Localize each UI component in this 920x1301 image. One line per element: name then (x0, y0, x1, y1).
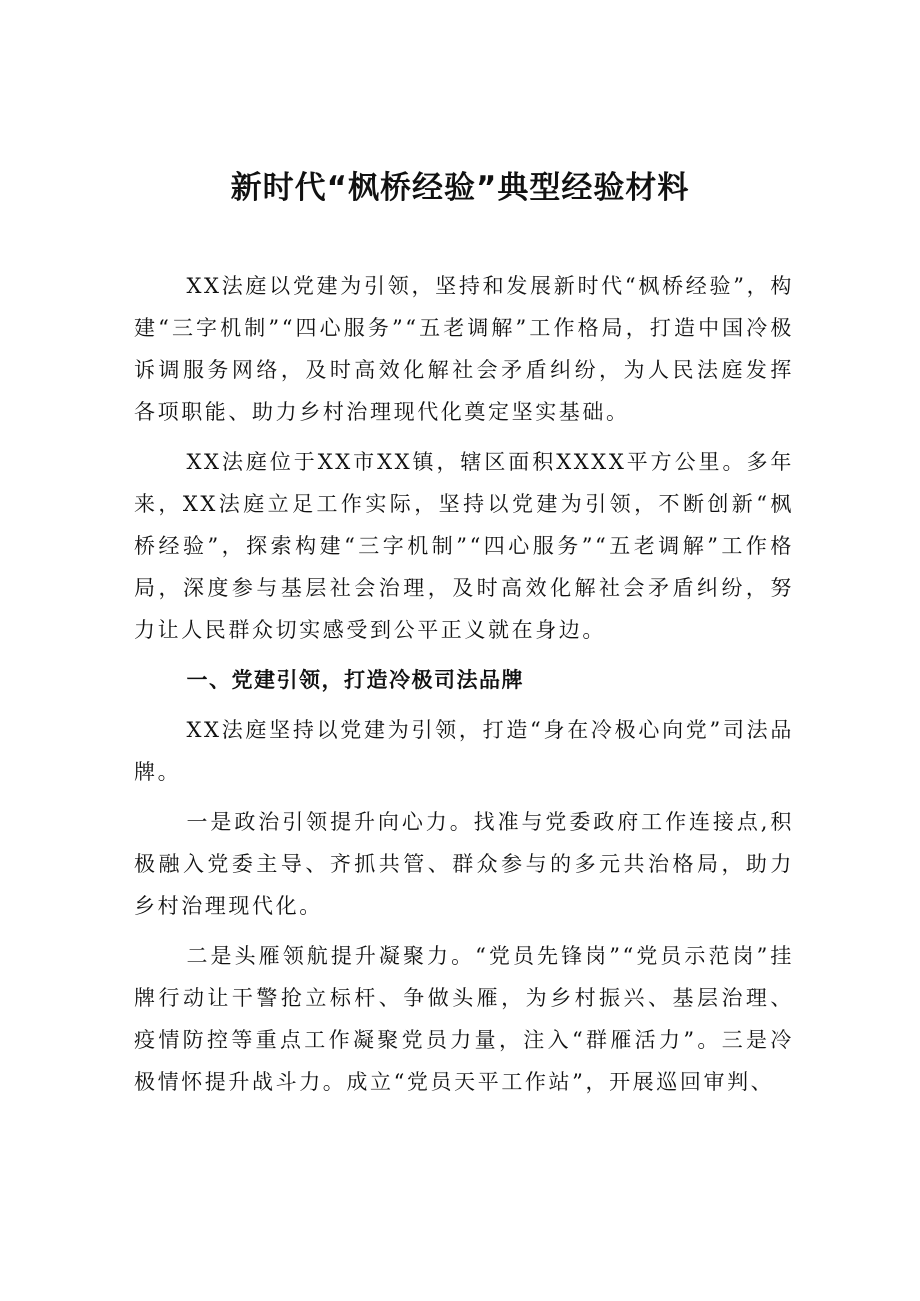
point-2-paragraph: 二是头雁领航提升凝聚力。“党员先锋岗”“党员示范岗”挂牌行动让干警抢立标杆、争做头雁，为乡村振兴、基层治理、疫情防控等重点工作凝聚党员力量，注入“群雁活力”。三是冷极情怀提升战斗力。成立“党员天平工作站”，开展巡回审判、 (134, 944, 794, 1094)
document-title: 新时代“枫桥经验”典型经验材料 (230, 170, 690, 206)
point-1-paragraph: 一是政治引领提升向心力。找准与党委政府工作连接点,积极融入党委主导、齐抓共管、群众参与的多元共治格局，助力乡村治理现代化。 (134, 810, 794, 918)
intro-paragraph: XX法庭以党建为引领，坚持和发展新时代“枫桥经验”，构建“三字机制”“四心服务”“五老调解”工作格局，打造中国冷极诉调服务网络，及时高效化解社会矛盾纠纷，为人民法庭发挥各项职能、助力乡村治理现代化奠定坚实基础。 (134, 274, 794, 424)
section-1-summary-paragraph: XX法庭坚持以党建为引领，打造“身在冷极心向党”司法品牌。 (134, 718, 794, 784)
background-paragraph: XX法庭位于XX市XX镇，辖区面积XXXX平方公里。多年来，XX法庭立足工作实际，坚持以党建为引领，不断创新“枫桥经验”，探索构建“三字机制”“四心服务”“五老调解”工作格局，深度参与基层社会治理，及时高效化解社会矛盾纠纷，努力让人民群众切实感受到公平正义就在身边。 (134, 450, 794, 642)
section-heading-1: 一、党建引领，打造冷极司法品牌 (186, 668, 524, 692)
document-body (134, 265, 794, 1111)
